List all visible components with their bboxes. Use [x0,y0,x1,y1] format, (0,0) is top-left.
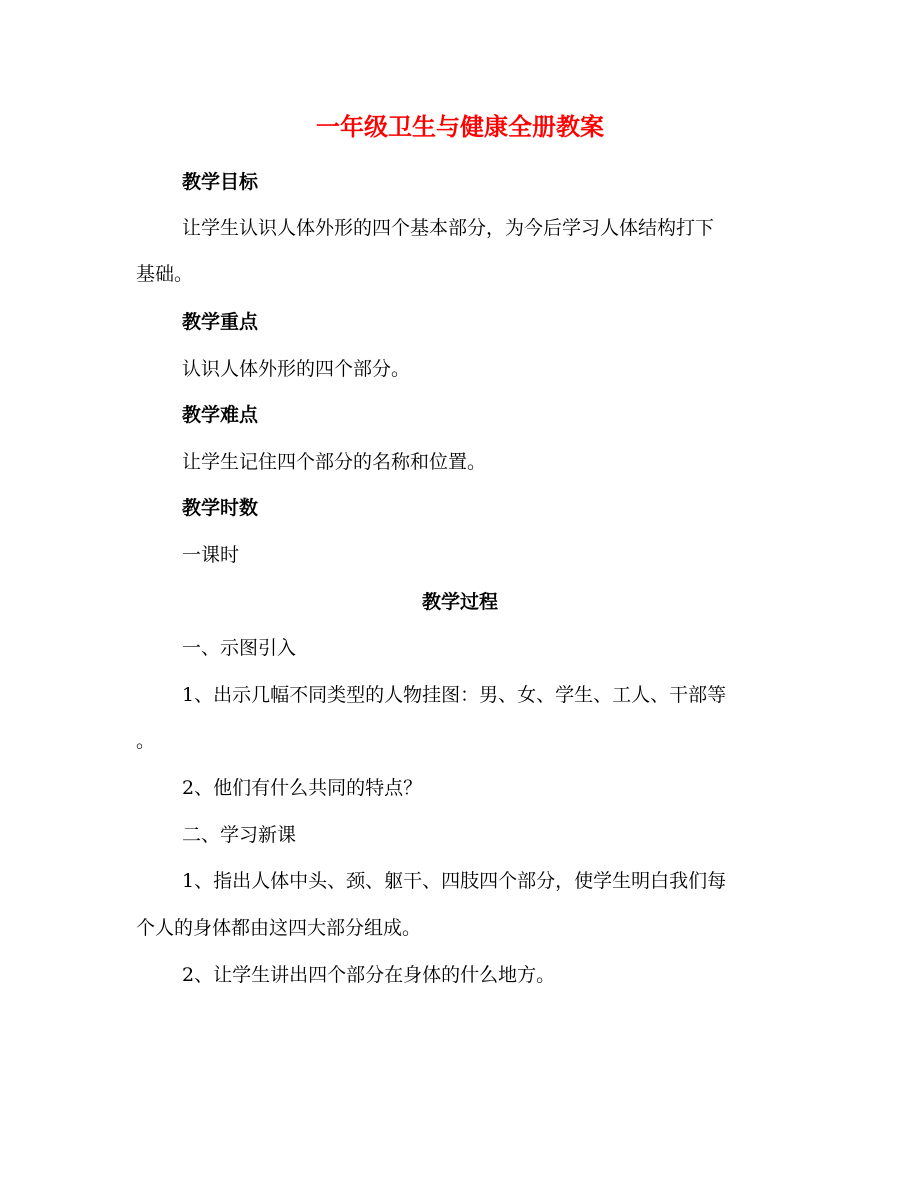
difficulty-text: 让学生记住四个部分的名称和位置。 [182,451,487,473]
focus-heading: 教学重点 [182,311,259,333]
focus-text: 认识人体外形的四个部分。 [182,358,411,380]
part2-item1-line2: 个人的身体都由这四大部分组成。 [136,917,422,939]
part1-item1-line1: 1、出示几幅不同类型的人物挂图：男、女、学生、工人、干部等 [182,684,727,706]
hours-text: 一课时 [182,544,240,566]
part1-item2: 2、他们有什么共同的特点？ [182,777,423,799]
difficulty-heading: 教学难点 [182,404,259,426]
goal-text-line2: 基础。 [136,263,194,285]
goal-text-line1: 让学生认识人体外形的四个基本部分，为今后学习人体结构打下 [182,217,715,239]
part1-heading: 一、示图引入 [182,637,297,659]
part1-item1-line2: 。 [136,730,156,752]
part2-item1-line1: 1、指出人体中头、颈、躯干、四肢四个部分，使学生明白我们每 [182,870,727,892]
part2-heading: 二、学习新课 [182,824,297,846]
hours-heading: 教学时数 [182,497,259,519]
part2-item2: 2、让学生讲出四个部分在身体的什么地方。 [182,964,556,986]
document-title: 一年级卫生与健康全册教案 [316,113,604,141]
process-heading: 教学过程 [421,591,498,613]
goal-heading: 教学目标 [182,171,259,193]
